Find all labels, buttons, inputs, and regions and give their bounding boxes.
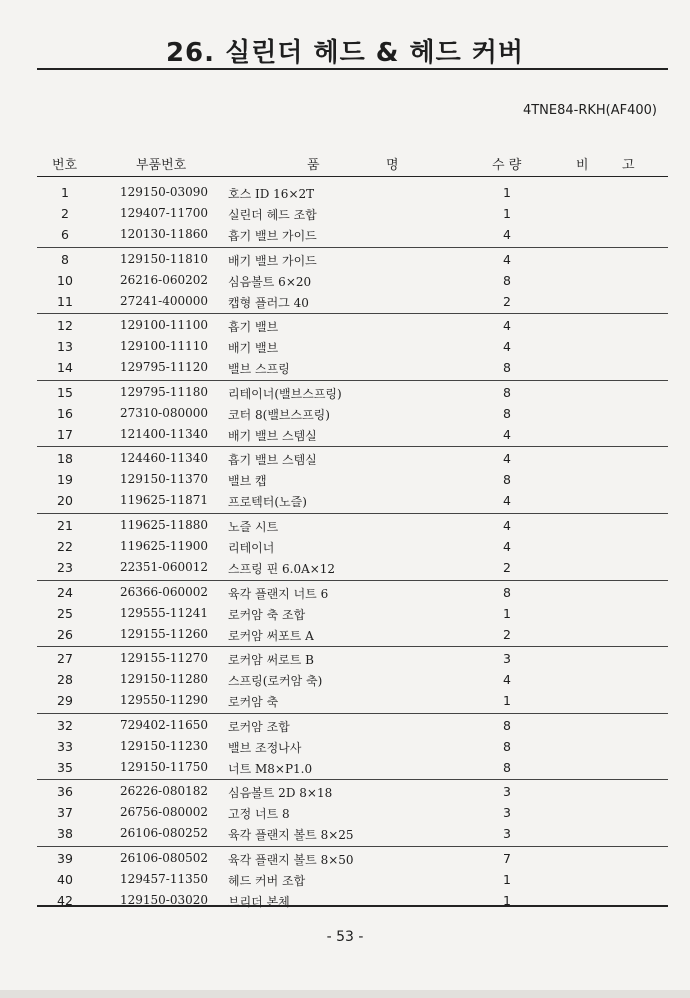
item-number: 42 (57, 893, 73, 908)
column-header-remarks-1: 비 (576, 158, 589, 173)
part-name: 리테이너(밸브스프링) (228, 386, 342, 401)
part-number: 129407-11700 (120, 206, 209, 220)
part-number: 121400-11340 (120, 426, 209, 441)
column-header-remarks-2: 고 (622, 158, 635, 173)
item-number: 6 (61, 227, 69, 242)
part-name: 배기 밸브 가이드 (228, 253, 317, 268)
part-number: 129155-11270 (120, 651, 209, 666)
table-bottom-rule (37, 905, 668, 907)
item-number: 8 (61, 251, 69, 267)
part-name: 로커암 축 (228, 695, 279, 710)
column-header-number: 번호 (52, 158, 78, 173)
part-number: 129457-11350 (120, 872, 209, 886)
quantity: 8 (503, 360, 511, 376)
part-name: 육각 플랜지 너트 6 (228, 586, 329, 601)
part-name: 밸브 조정나사 (228, 740, 302, 755)
item-number: 2 (61, 206, 69, 221)
part-number: 129795-11120 (120, 360, 209, 375)
quantity: 4 (503, 518, 511, 533)
page-number: - 53 - (326, 929, 364, 945)
group-divider (37, 247, 668, 248)
quantity: 8 (503, 584, 511, 600)
quantity: 8 (503, 759, 511, 775)
quantity: 1 (503, 185, 511, 200)
quantity: 3 (503, 651, 511, 667)
part-name: 스프링(로커암 축) (228, 674, 323, 689)
part-name: 육각 플랜지 볼트 8×50 (228, 853, 354, 867)
part-name: 스프링 핀 6.0A×12 (228, 562, 336, 576)
part-number: 129150-03090 (120, 185, 209, 199)
quantity: 8 (503, 272, 511, 288)
part-number: 129150-11280 (120, 672, 209, 687)
part-number: 119625-11880 (120, 518, 209, 532)
quantity: 2 (503, 293, 511, 309)
part-name: 심음볼트 2D 8×18 (228, 786, 333, 801)
item-number: 21 (57, 518, 73, 533)
item-number: 19 (57, 472, 73, 488)
item-number: 14 (57, 360, 73, 376)
part-number: 129150-03020 (120, 893, 209, 907)
item-number: 20 (57, 493, 73, 509)
part-name: 로커암 써로트 B (228, 653, 314, 668)
part-name: 흡기 밸브 (228, 320, 279, 335)
quantity: 1 (503, 693, 511, 709)
part-number: 129100-11100 (120, 318, 209, 333)
group-divider (37, 313, 668, 314)
part-name: 배기 밸브 스템실 (228, 428, 317, 443)
quantity: 2 (503, 626, 511, 642)
quantity: 8 (503, 717, 511, 733)
item-number: 37 (57, 805, 73, 821)
part-name: 헤드 커버 조합 (228, 874, 306, 888)
quantity: 8 (503, 738, 511, 754)
quantity: 1 (503, 893, 511, 908)
part-name: 로커암 써포트 A (228, 628, 314, 643)
item-number: 39 (57, 851, 73, 866)
item-number: 23 (57, 560, 73, 575)
part-number: 26216-060202 (120, 272, 209, 287)
item-number: 32 (57, 717, 73, 733)
part-name: 밸브 스프링 (228, 362, 290, 377)
quantity: 4 (503, 451, 511, 467)
quantity: 1 (503, 206, 511, 221)
part-name: 노즐 시트 (228, 520, 279, 534)
group-divider (37, 580, 668, 581)
group-divider (37, 846, 668, 847)
part-name: 흡기 밸브 스템실 (228, 453, 317, 468)
quantity: 3 (503, 784, 511, 800)
part-name: 흡기 밸브 가이드 (228, 229, 317, 243)
part-number: 119625-11871 (120, 493, 209, 508)
item-number: 28 (57, 672, 73, 688)
part-name: 캡형 플러그 40 (228, 295, 309, 310)
item-number: 15 (57, 384, 73, 400)
part-number: 26106-080252 (120, 826, 209, 841)
part-number: 129550-11290 (120, 693, 209, 708)
quantity: 4 (503, 339, 511, 355)
quantity: 4 (503, 227, 511, 242)
quantity: 7 (503, 851, 511, 866)
part-name: 코터 8(밸브스프링) (228, 407, 330, 422)
item-number: 29 (57, 693, 73, 709)
part-number: 129150-11750 (120, 759, 209, 774)
quantity: 8 (503, 472, 511, 488)
group-divider (37, 380, 668, 381)
quantity: 4 (503, 426, 511, 442)
item-number: 26 (57, 626, 73, 642)
part-number: 129150-11230 (120, 738, 209, 753)
part-number: 124460-11340 (120, 451, 209, 466)
item-number: 27 (57, 651, 73, 667)
group-divider (37, 446, 668, 447)
part-number: 27310-080000 (120, 405, 209, 420)
part-number: 22351-060012 (120, 560, 209, 574)
quantity: 1 (503, 872, 511, 887)
part-number: 26756-080002 (120, 805, 209, 820)
part-name: 브리더 본체 (228, 895, 290, 909)
quantity: 1 (503, 605, 511, 621)
item-number: 36 (57, 784, 73, 800)
part-name: 밸브 캡 (228, 474, 267, 489)
quantity: 3 (503, 805, 511, 821)
quantity: 4 (503, 539, 511, 554)
quantity: 2 (503, 560, 511, 575)
part-number: 129155-11260 (120, 626, 209, 641)
item-number: 12 (57, 318, 73, 334)
part-number: 120130-11860 (120, 227, 209, 241)
item-number: 33 (57, 738, 73, 754)
quantity: 3 (503, 826, 511, 842)
scan-edge (0, 990, 690, 998)
part-name: 호스 ID 16×2T (228, 187, 315, 201)
quantity: 4 (503, 493, 511, 509)
part-number: 27241-400000 (120, 293, 209, 308)
column-header-quantity: 수 량 (492, 158, 522, 173)
part-number: 26226-080182 (120, 784, 209, 799)
part-name: 프로텍터(노즐) (228, 495, 307, 510)
quantity: 4 (503, 251, 511, 267)
part-number: 129795-11180 (120, 384, 209, 399)
item-number: 35 (57, 759, 73, 775)
item-number: 18 (57, 451, 73, 467)
item-number: 22 (57, 539, 73, 554)
quantity: 4 (503, 318, 511, 334)
part-name: 너트 M8×P1.0 (228, 761, 313, 776)
item-number: 24 (57, 584, 73, 600)
part-number: 729402-11650 (120, 717, 209, 732)
item-number: 11 (57, 293, 73, 309)
page-title: 26. 실린더 헤드 & 헤드 커버 (165, 38, 525, 68)
item-number: 25 (57, 605, 73, 621)
item-number: 38 (57, 826, 73, 842)
item-number: 10 (57, 272, 73, 288)
column-header-part-number: 부품번호 (136, 158, 187, 173)
column-header-name-2: 명 (386, 158, 399, 173)
part-name: 실린더 헤드 조합 (228, 208, 317, 222)
item-number: 16 (57, 405, 73, 421)
group-divider (37, 513, 668, 514)
group-divider (37, 646, 668, 647)
part-number: 129150-11370 (120, 472, 209, 487)
part-number: 26366-060002 (120, 584, 209, 599)
part-number: 119625-11900 (120, 539, 209, 553)
item-number: 1 (61, 185, 69, 200)
item-number: 13 (57, 339, 73, 355)
part-number: 129555-11241 (120, 605, 209, 620)
part-number: 129100-11110 (120, 339, 209, 354)
part-name: 로커암 축 조합 (228, 607, 306, 622)
quantity: 4 (503, 672, 511, 688)
part-number: 26106-080502 (120, 851, 209, 865)
model-label: 4TNE84-RKH(AF400) (522, 103, 657, 118)
quantity: 8 (503, 405, 511, 421)
part-name: 배기 밸브 (228, 341, 279, 356)
group-divider (37, 779, 668, 780)
part-name: 고정 너트 8 (228, 807, 290, 822)
group-divider (37, 713, 668, 714)
part-name: 육각 플랜지 볼트 8×25 (228, 828, 354, 843)
part-name: 심음볼트 6×20 (228, 274, 312, 289)
item-number: 40 (57, 872, 73, 887)
column-header-name-1: 품 (307, 158, 320, 173)
part-name: 리테이너 (228, 541, 275, 555)
item-number: 17 (57, 426, 73, 442)
quantity: 8 (503, 384, 511, 400)
part-name: 로커암 조합 (228, 719, 290, 734)
part-number: 129150-11810 (120, 251, 209, 266)
